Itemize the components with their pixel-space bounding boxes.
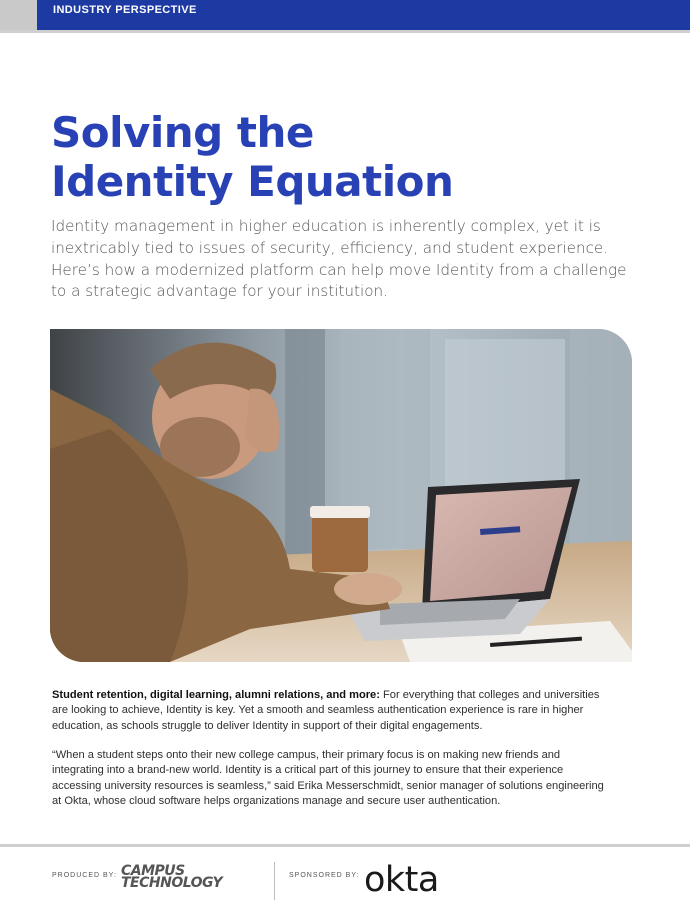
footer-rule xyxy=(0,844,690,847)
sponsored-by-label: SPONSORED BY: xyxy=(289,872,360,879)
footer-divider xyxy=(274,862,275,900)
header-accent xyxy=(0,0,37,30)
top-rule xyxy=(0,30,690,33)
body-paragraph-2: “When a student steps onto their new college campus, their primary focus is on making new friends and integrating into a brand-new world. Identity is a critical part of this journey to ensure that their experience accessing university resources is seamless,” said Erika Messerschmidt, senior manager of solutions engineering at Okta, whose cloud software helps organizations manage and secure user authentication. xyxy=(52,749,604,807)
section-tag: INDUSTRY PERSPECTIVE xyxy=(53,4,197,16)
hero-photo xyxy=(50,329,632,662)
produced-by-label: PRODUCED BY: xyxy=(52,872,117,879)
title-line-1: Solving the xyxy=(51,108,314,157)
page-title xyxy=(51,108,453,206)
logo-line-2: TECHNOLOGY xyxy=(121,875,223,891)
logo-line-1: CAMPUS xyxy=(121,863,185,879)
header-bar xyxy=(0,0,690,30)
paragraph-1-text: For everything that colleges and universities are looking to achieve, Identity is key. Yet a smooth and seamless authentication experience is rare in higher education, as schools struggle to deliver Identity in support of their digital engagements. xyxy=(52,689,600,732)
okta-logo: okta xyxy=(364,860,439,900)
intro-dek: Identity management in higher education is inherently complex, yet it is inextricably tied to issues of security, efficiency, and student experience. Here’s how a modernized platform can help move Identity from a challenge to a strategic advantage for your institution. xyxy=(51,217,627,301)
title-line-2: Identity Equation xyxy=(51,157,454,206)
campus-technology-logo xyxy=(121,863,261,896)
body-paragraph-1 xyxy=(52,688,612,734)
paragraph-lead: Student retention, digital learning, alumni relations, and more: xyxy=(52,689,380,701)
